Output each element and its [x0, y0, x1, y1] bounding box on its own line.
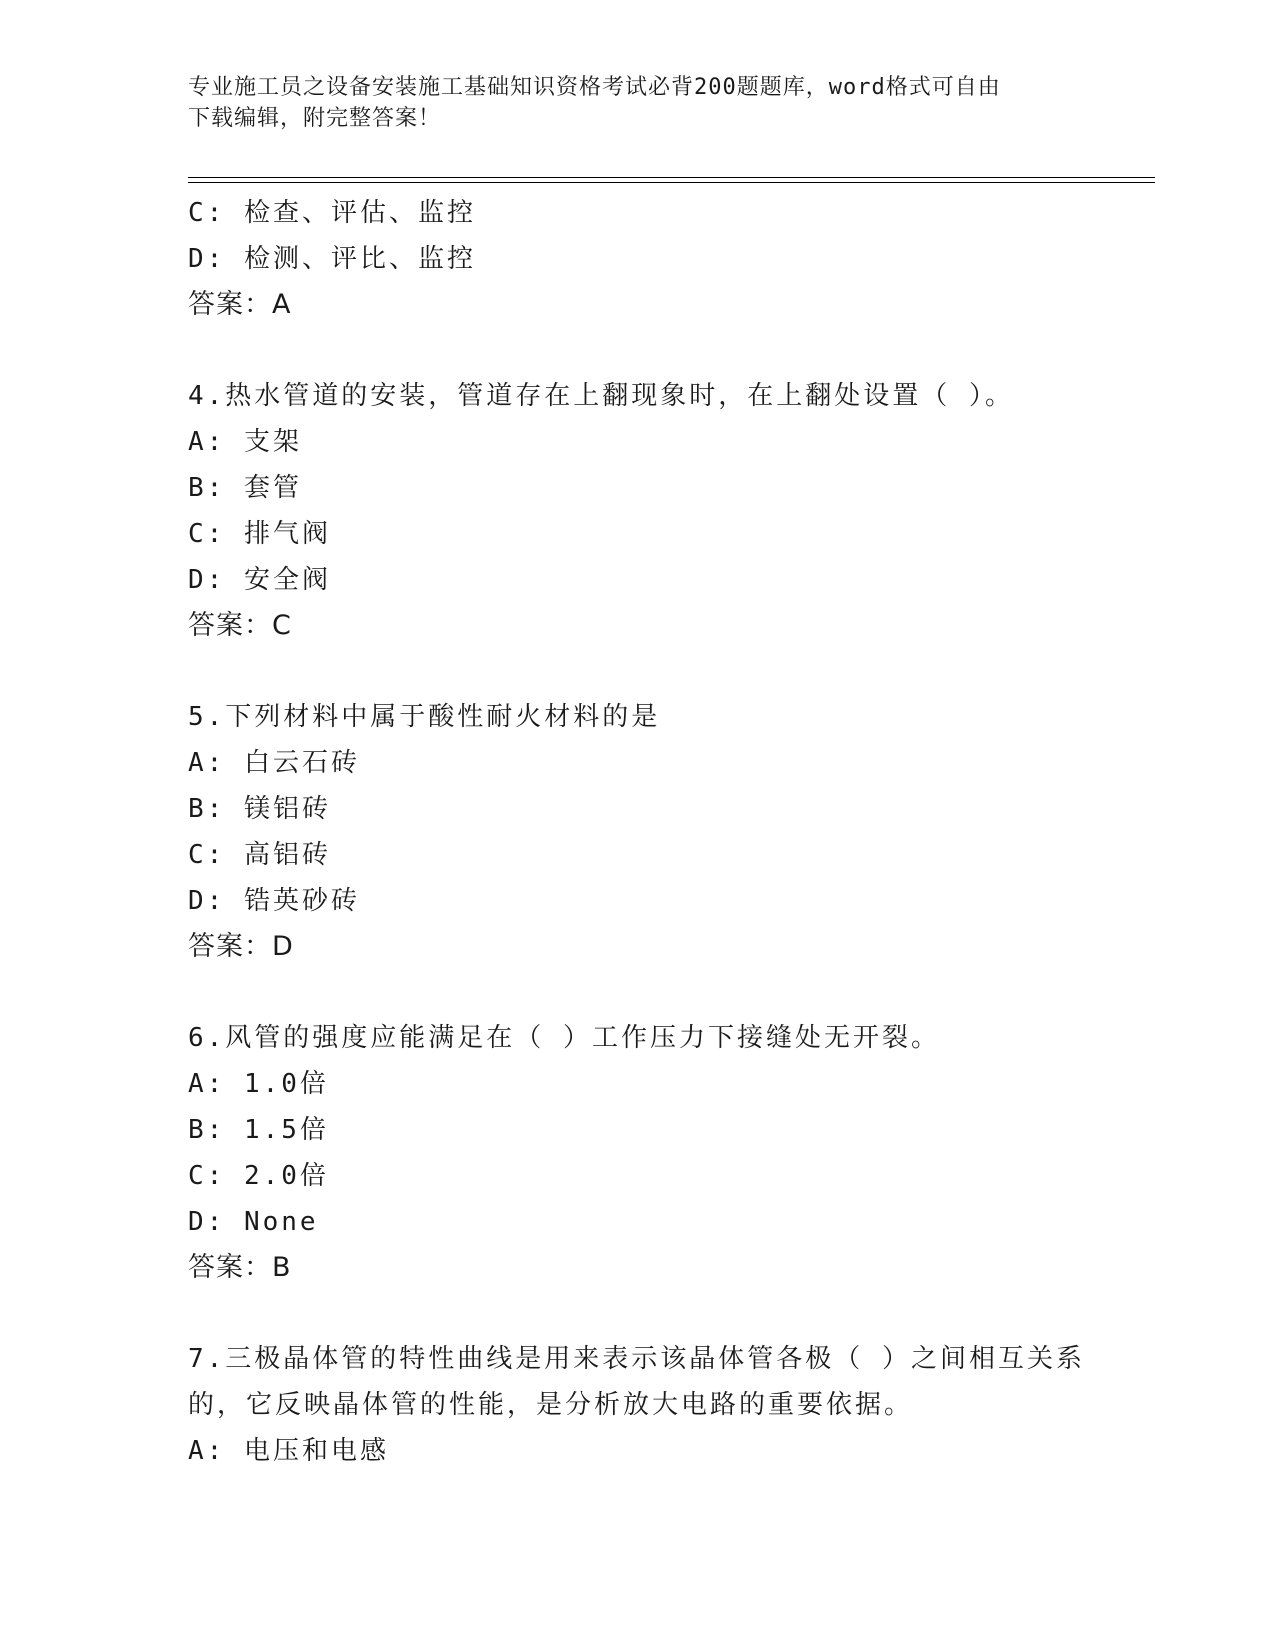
spacer [188, 328, 1088, 373]
question-list [188, 190, 1088, 1474]
question-4 [188, 373, 1088, 649]
option-c: C: 检查、评估、监控 [188, 198, 476, 228]
option-a: A: 白云石砖 [188, 748, 360, 778]
question-text: 5.下列材料中属于酸性耐火材料的是 [188, 702, 661, 732]
option-d: D: 安全阀 [188, 565, 331, 595]
header-line-2: 下载编辑，附完整答案！ [188, 106, 442, 131]
question-text-line-2: 的，它反映晶体管的性能，是分析放大电路的重要依据。 [188, 1390, 914, 1420]
option-a: A: 支架 [188, 427, 302, 457]
spacer [188, 1291, 1088, 1336]
option-d: D: None [188, 1207, 319, 1237]
header-line-1: 专业施工员之设备安装施工基础知识资格考试必背200题题库，word格式可自由 [188, 75, 1001, 100]
option-b: B: 1.5倍 [188, 1115, 329, 1145]
answer: 答案：B [188, 1252, 292, 1283]
option-c: C: 排气阀 [188, 519, 331, 549]
option-a: A: 1.0倍 [188, 1069, 329, 1099]
document-header [188, 72, 1088, 134]
question-3 [188, 190, 1088, 328]
answer: 答案：D [188, 931, 294, 962]
option-d: D: 检测、评比、监控 [188, 244, 476, 274]
header-rule-top [188, 177, 1155, 178]
question-text: 6.风管的强度应能满足在（ ）工作压力下接缝处无开裂。 [188, 1023, 940, 1053]
question-7 [188, 1336, 1088, 1474]
question-5 [188, 694, 1088, 970]
spacer [188, 649, 1088, 694]
option-c: C: 高铝砖 [188, 840, 331, 870]
answer: 答案：C [188, 610, 292, 641]
option-b: B: 镁铝砖 [188, 794, 331, 824]
header-rule-bottom [188, 182, 1155, 183]
question-text: 4.热水管道的安装，管道存在上翻现象时，在上翻处设置（ ）。 [188, 381, 1014, 411]
spacer [188, 970, 1088, 1015]
question-text-line-1: 7.三极晶体管的特性曲线是用来表示该晶体管各极（ ）之间相互关系 [188, 1344, 1085, 1374]
answer: 答案：A [188, 289, 292, 320]
option-a: A: 电压和电感 [188, 1436, 389, 1466]
question-6 [188, 1015, 1088, 1291]
option-c: C: 2.0倍 [188, 1161, 329, 1191]
option-b: B: 套管 [188, 473, 302, 503]
option-d: D: 锆英砂砖 [188, 886, 360, 916]
